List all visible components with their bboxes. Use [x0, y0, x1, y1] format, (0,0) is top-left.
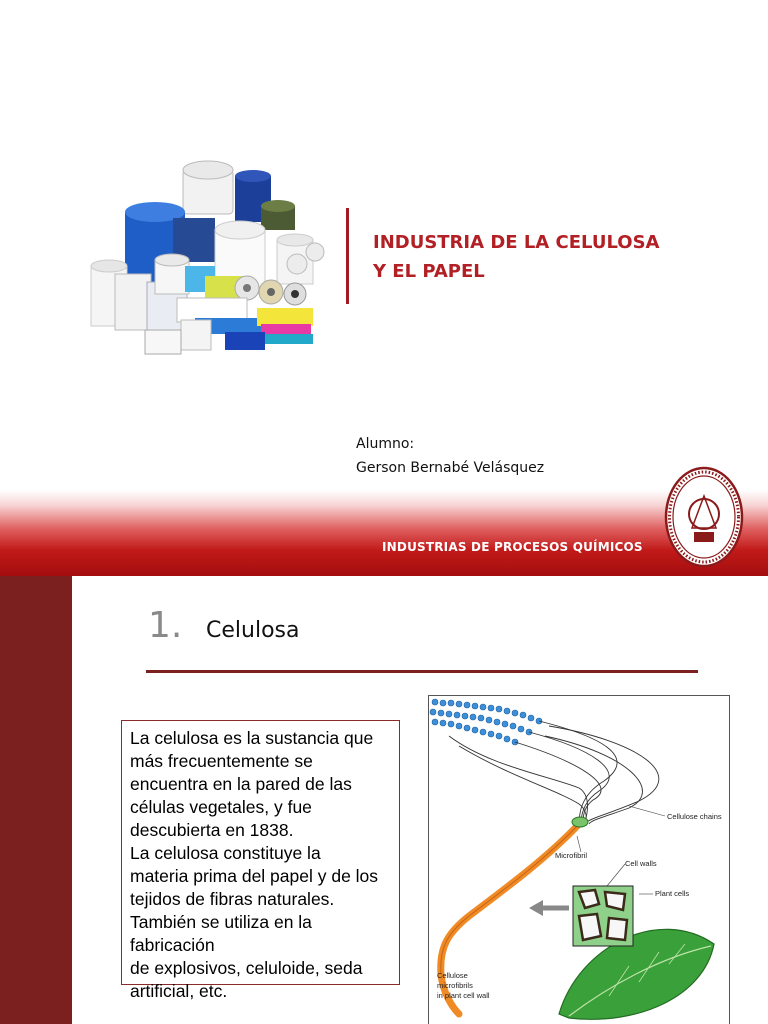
- caption-line-3: in plant cell wall: [437, 991, 490, 1000]
- section-number: 1.: [148, 605, 183, 646]
- body-line: de explosivos, celuloide, seda: [130, 958, 363, 978]
- course-name: INDUSTRIAS DE PROCESOS QUÍMICOS: [382, 540, 643, 554]
- cellulose-diagram: [428, 695, 730, 1024]
- cellulose-illustration: [429, 696, 729, 1024]
- caption-line-2: microfibrils: [437, 981, 473, 990]
- label-plant-cells: Plant cells: [655, 889, 690, 898]
- body-line: células vegetales, y fue: [130, 797, 312, 817]
- label-cell-walls: Cell walls: [625, 859, 657, 868]
- body-line: más frecuentemente se: [130, 751, 313, 771]
- title-accent-rule: [346, 208, 349, 304]
- author-block: [356, 432, 544, 480]
- footer-band: [0, 490, 768, 576]
- caption-line-1: Cellulose: [437, 971, 468, 980]
- body-line: La celulosa constituye la: [130, 843, 321, 863]
- cellulose-description: [121, 720, 400, 1001]
- product-photo: [85, 148, 343, 366]
- label-chains: Cellulose chains: [667, 812, 722, 821]
- slide-title-line-2: Y EL PAPEL: [373, 261, 485, 282]
- author-label: Alumno:: [356, 436, 415, 452]
- section-divider: [146, 670, 698, 673]
- fiber-strands: [449, 721, 659, 826]
- side-bar: [0, 576, 72, 1024]
- body-line: artificial, etc.: [130, 981, 228, 1001]
- section-title: Celulosa: [206, 618, 300, 643]
- body-line: materia prima del papel y de los: [130, 866, 379, 886]
- microfibril-tip: [572, 817, 588, 827]
- cellulose-slide: [0, 576, 768, 1024]
- body-line: descubierta en 1838.: [130, 820, 294, 840]
- university-seal-icon: [664, 466, 744, 568]
- body-line: fabricación: [130, 935, 215, 955]
- body-line: tejidos de fibras naturales.: [130, 889, 335, 909]
- label-microfibril: Microfibril: [555, 851, 588, 860]
- slide-title: [373, 228, 659, 286]
- author-name: Gerson Bernabé Velásquez: [356, 460, 545, 476]
- slide-title-line-1: INDUSTRIA DE LA CELULOSA: [373, 232, 660, 253]
- body-line: También se utiliza en la: [130, 912, 312, 932]
- cellulose-chain-beads: [430, 699, 542, 745]
- body-line: encuentra en la pared de las: [130, 774, 352, 794]
- body-line: La celulosa es la sustancia que: [130, 728, 374, 748]
